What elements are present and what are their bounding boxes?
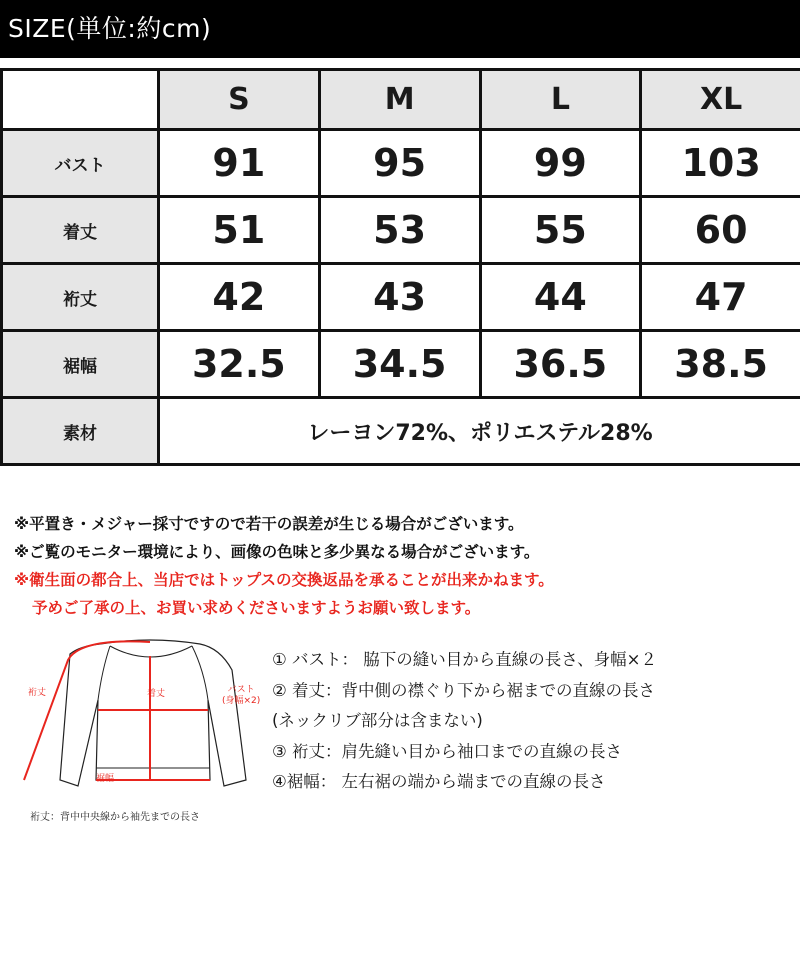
size-header-row bbox=[2, 70, 800, 130]
notes bbox=[14, 510, 794, 622]
diagram-label-bust bbox=[222, 685, 260, 707]
definition-length-note: (ネックリブ部分は含まない) bbox=[272, 711, 483, 730]
size-header-s: S bbox=[159, 70, 320, 130]
table-cell: 91 bbox=[159, 130, 320, 197]
table-cell: 32.5 bbox=[159, 331, 320, 398]
table-cell: 44 bbox=[480, 264, 641, 331]
table-cell: 103 bbox=[641, 130, 800, 197]
size-header-m: M bbox=[319, 70, 480, 130]
table-corner-cell bbox=[2, 70, 159, 130]
table-cell: 36.5 bbox=[480, 331, 641, 398]
diagram-label-bust-main: バスト bbox=[227, 685, 255, 695]
note-no-returns: ※衛生面の都合上、当店ではトップスの交換返品を承ることが出来かねます。 bbox=[14, 571, 554, 589]
table-cell: 53 bbox=[319, 197, 480, 264]
row-label-sleeve: 裄丈 bbox=[2, 264, 159, 331]
page-title: SIZE(単位:約cm) bbox=[0, 0, 800, 58]
size-header-xl: XL bbox=[641, 70, 800, 130]
definition-bust: ① バスト： 脇下の縫い目から直線の長さ、身幅×２ bbox=[272, 650, 657, 669]
table-row-material bbox=[2, 398, 800, 465]
note-acknowledge: 予めご了承の上、お買い求めくださいますようお願い致します。 bbox=[32, 599, 481, 617]
diagram-label-bust-sub: (身幅×2) bbox=[222, 696, 261, 706]
table-cell: 95 bbox=[319, 130, 480, 197]
measurement-definitions bbox=[272, 645, 792, 798]
size-table bbox=[0, 68, 800, 466]
diagram-label-length: 着丈 bbox=[147, 689, 166, 699]
row-label-material: 素材 bbox=[2, 398, 159, 465]
measurement-diagram bbox=[10, 630, 265, 830]
definition-length: ② 着丈：背中側の襟ぐり下から裾までの直線の長さ bbox=[272, 680, 656, 700]
row-label-bust: バスト bbox=[2, 130, 159, 197]
table-row-hem bbox=[2, 331, 800, 398]
row-label-length: 着丈 bbox=[2, 197, 159, 264]
table-cell: 55 bbox=[480, 197, 641, 264]
note-measurement: ※平置き・メジャー採寸ですので若干の誤差が生じる場合がございます。 bbox=[14, 515, 524, 533]
table-cell: 60 bbox=[641, 197, 800, 264]
definition-sleeve: ③ 裄丈：肩先縫い目から袖口までの直線の長さ bbox=[272, 741, 623, 761]
table-cell: 51 bbox=[159, 197, 320, 264]
definition-hem: ④裾幅： 左右裾の端から端までの直線の長さ bbox=[272, 772, 606, 791]
diagram-label-hem: 裾幅 bbox=[96, 774, 115, 784]
table-cell: 99 bbox=[480, 130, 641, 197]
row-label-hem: 裾幅 bbox=[2, 331, 159, 398]
table-cell: 34.5 bbox=[319, 331, 480, 398]
table-cell: 47 bbox=[641, 264, 800, 331]
diagram-caption: 裄丈：背中中央線から袖先までの長さ bbox=[30, 812, 200, 823]
table-row-bust bbox=[2, 130, 800, 197]
table-cell: 43 bbox=[319, 264, 480, 331]
table-cell: 42 bbox=[159, 264, 320, 331]
table-row-length bbox=[2, 197, 800, 264]
size-header-l: L bbox=[480, 70, 641, 130]
shirt-outline-illustration bbox=[10, 630, 265, 810]
material-value: レーヨン72%、ポリエステル28% bbox=[159, 398, 800, 465]
diagram-label-sleeve: 裄丈 bbox=[28, 688, 47, 698]
note-monitor: ※ご覧のモニター環境により、画像の色味と多少異なる場合がございます。 bbox=[14, 543, 540, 561]
table-row-sleeve bbox=[2, 264, 800, 331]
table-cell: 38.5 bbox=[641, 331, 800, 398]
